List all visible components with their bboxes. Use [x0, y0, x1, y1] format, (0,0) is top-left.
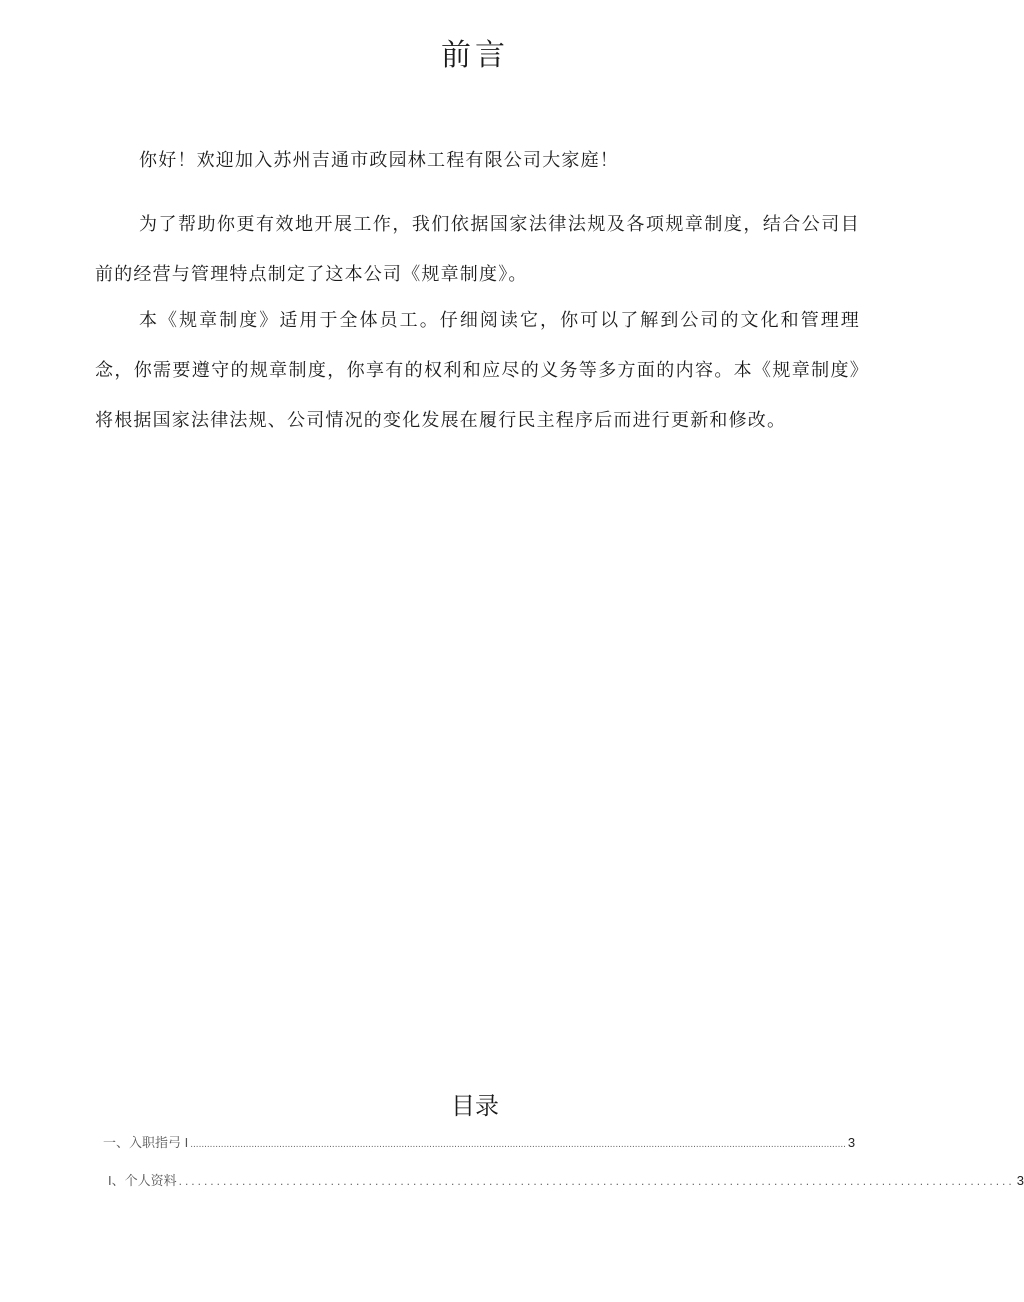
toc-entry-page: 3	[847, 1135, 856, 1150]
toc-title: 目录	[451, 1092, 499, 1120]
preface-title: 前言	[441, 38, 509, 73]
preface-greeting-paragraph: 你好！欢迎加入苏州吉通市政园林工程有限公司大家庭！	[139, 150, 619, 171]
toc-leader-dots: ....................................................................................................................................	[178, 1174, 1015, 1188]
toc-entry-page: 3	[1016, 1173, 1024, 1188]
toc-entry[interactable]	[103, 1132, 856, 1151]
preface-scope-paragraph: 本《规章制度》适用于全体员工。仔细阅读它，你可以了解到公司的文化和管理理念，你需要遵守的规章制度，你享有的权利和应尽的义务等多方面的内容。本《规章制度》将根据国家法律法规、公司情况的变化发展在履行民主程序后而进行更新和修改。	[95, 310, 860, 431]
toc-entry-label: I、个人资料	[108, 1173, 177, 1188]
toc-leader-dots: ............................................................................................................................................................................................................................................	[190, 1139, 846, 1150]
toc-entry[interactable]	[108, 1170, 1024, 1189]
toc-entry-label: 一、入职指弓 I	[103, 1135, 189, 1150]
preface-purpose-paragraph: 为了帮助你更有效地开展工作，我们依据国家法律法规及各项规章制度，结合公司目前的经营与管理特点制定了这本公司《规章制度》。	[95, 214, 860, 285]
